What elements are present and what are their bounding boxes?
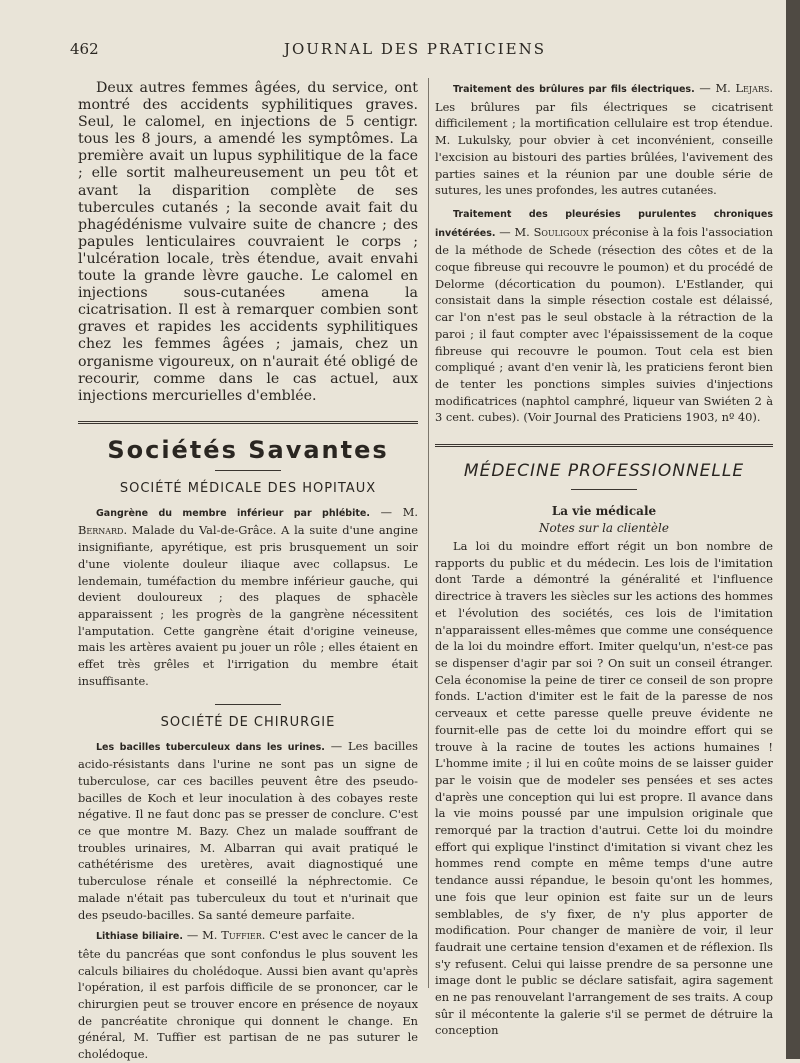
section-rule (435, 444, 773, 447)
right-column (435, 80, 773, 1039)
article-body: Malade du Val-de-Grâce. A la suite d'une angine insignifiante, apyrétique, est pris brusquement un soir d'une violente douleur iliaque avec collapsus. Le lendemain, tuméfaction du membre inférieur gauche, qui devient douloureux ; des plaques de sphacèle apparaissent ; les progrès de la gangrène nécessitent l'amputation. Cette gangrène était d'origine veineuse, mais les artères avaient pu jouer un rôle ; elles étaient en effet très grêles et l'irrigation du membre était insuffisante. (78, 523, 419, 688)
title-underline (571, 489, 637, 490)
article-author: M. Bernard. (78, 504, 418, 538)
article-author: M. Lejars. (715, 81, 773, 95)
section-title-medecine: MÉDECINE PROFESSIONNELLE (463, 461, 745, 482)
article-body: C'est avec le cancer de la tête du pancréas que sont confondus le plus souvent les calculs biliaires du cholédoque. Aussi bien avant qu'après l'opération, il est parfois difficile de se prononcer, car le chirurgien peut se trouver encore en présence de noyaux de pancréatite chronique qui donnent le change. En général, M. Tuffier est partisan de ne pas suturer le cholédoque. (78, 928, 418, 1062)
title-underline (215, 470, 281, 471)
page-number: 462 (70, 40, 99, 58)
intro-paragraph: Deux autres femmes âgées, du service, ont montré des accidents syphilitiques graves. Seul, le calomel, en injections de 5 centigr. tous les 8 jours, a amendé les symptômes. La première avait un lupus syphilitique de la face ; elle sortit malheureusement un peu tôt et avant la disparition complète de ses tubercules cutanés ; la seconde avait fait du phagédénisme vulvaire suite de chancre ; des papules lenticulaires couvraient le corps ; l'ulcération locale, très étendue, avait envahi toute la grande lèvre gauche. Le calomel en injections sous-cutanées amena la cicatrisation. Il est à remarquer combien sont graves et rapides les accidents syphilitiques chez les femmes âgées ; jamais, chez un organisme vigoureux, on n'aurait été obligé de recourir, comme dans le cas actuel, aux injections mercurielles d'emblée. (78, 80, 418, 404)
article-bacilles: Les bacilles tuberculeux dans les urines. — Les bacilles acido-résistants dans l'urine ne sont pas un signe de tuberculose, car ces bacilles peuvent être des pseudo-bacilles de Koch et leur inoculation à des cobayes reste négative. Il ne faut donc pas se presser de conclure. C'est ce que montre M. Bazy. Chez un malade souffrant de troubles urinaires, M. Albarran qui avait pratiqué le cathétérisme des uretères, avait diagnostiqué une tuberculose rénale et conseillé la néphrectomie. Ce malade n'était pas tuberculeux du tout et n'urinait que des pseudo-bacilles. Sa santé demeure parfaite. (78, 738, 418, 922)
subsection-title: La vie médicale (551, 504, 657, 519)
article-lithiase: Lithiase biliaire. — M. Tuffier. C'est avec le cancer de la tête du pancréas que sont confondus le plus souvent les calculs biliaires du cholédoque. Aussi bien avant qu'après l'opération, il est parfois difficile de se prononcer, car le chirurgien peut se trouver encore en présence de noyaux de pancréatite chronique qui donnent le change. En général, M. Tuffier est partisan de ne pas suturer le cholédoque. (78, 928, 418, 1062)
left-column (78, 80, 418, 1063)
article-title: Lithiase biliaire. (96, 931, 183, 943)
article-loi-moindre-effort: La loi du moindre effort régit un bon nombre de rapports du public et du médecin. Les lois de l'imitation dont Tarde a démontré la généralité et l'influence directrice à travers les siècles sur les actions des hommes et l'évolution des sociétés, ces lois de l'imitation n'apparaissent elles-mêmes que comme une conséquence de la loi du moindre effort. Imiter quelqu'un, n'est-ce pas se dispenser d'agir par soi ? On suit un conseil étranger. Cela économise la peine de tirer ce conseil de son propre fonds. L'action d'imiter est le fait de la paresse de nos cerveaux et cette paresse quelle preuve évidente ne fournit-elle pas de cette loi du moindre effort qui se trouve à la racine de toutes les actions humaines ! L'homme imite ; il lui en coûte moins de se laisser guider par le voisin que de modeler ses pensées et ses actes d'après une conception qui lui est propre. Il avance dans la vie moins poussé par une impulsion originale que remorqué par la traction d'autrui. Cette loi du moindre effort qui explique l'instinct d'imitation si vivant chez les hommes rend compte en même temps d'une autre tendance aussi répandue, le besoin qu'ont les hommes, une fois que leur opinion est faite sur un de leurs semblables, de s'y fixer, de n'y plus apporter de modification. Pour changer de manière de voir, il leur faudrait une certaine tension d'examen et de réflexion. Ils s'y refusent. Celui qui laisse prendre de sa personne une image dont le public se déclare satisfait, agira sagement en ne pas renouvelant l'arrangement de ses traits. A coup sûr il mécontente la galerie s'il se permet de détruire la conception (435, 539, 773, 1038)
section-rule (78, 421, 418, 424)
article-body: Les bacilles acido-résistants dans l'urine ne sont pas un signe de tuberculose, car ces bacilles peuvent être des pseudo-bacilles de Koch et leur inoculation à des cobayes reste négative. Il ne faut donc pas se presser de conclure. C'est ce que montre M. Bazy. Chez un malade souffrant de troubles urinaires, M. Albarran qui avait pratiqué le cathétérisme des uretères, avait diagnostiqué une tuberculose rénale et conseillé la néphrectomie. Ce malade n'était pas tuberculeux du tout et n'urinait que des pseudo-bacilles. Sa santé demeure parfaite. (78, 738, 418, 922)
section-title: Sociétés Savantes (107, 435, 389, 464)
separator-rule (215, 704, 281, 705)
subsection-subtitle: Notes sur la clientèle (539, 521, 669, 536)
article-title: Gangrène du membre inférieur par phlébite. (96, 507, 370, 519)
society-heading-hopitaux: SOCIÉTÉ MÉDICALE DES HOPITAUX (119, 480, 377, 496)
binding-spine (786, 0, 800, 1059)
article-author: M. Souligoux (514, 224, 589, 239)
article-body: préconise à la fois l'association de la méthode de Schede (résection des côtes et de la coque fibreuse qui recouvre le poumon) et du procédé de Delorme (décortication du poumon). L'Estlander, qui consistait dans la simple résection costale est délaissé, car l'on n'est pas le seul obstacle à la rétraction de la paroi ; il faut compter avec l'épaississement de la coque fibreuse qui recouvre le poumon. Tout cela est bien compliqué ; avant d'en venir là, les praticiens feront bien de tenter les ponctions simples suivies d'injections modificatrices (naphtol camphré, liqueur van Swiéten 2 à 3 cent. cubes). (Voir Journal des Praticiens 1903, nº 40). (435, 224, 773, 425)
article-title: Traitement des brûlures par fils électriques. (453, 84, 695, 95)
article-title: Les bacilles tuberculeux dans les urines. (96, 741, 325, 753)
article-pleuresies: Traitement des pleurésies purulentes chroniques invétérées. — M. Souligoux préconise à la fois l'association de la méthode de Schede (résection des côtes et de la coque fibreuse qui recouvre le poumon) et du procédé de Delorme (décortication du poumon). L'Estlander, qui consistait dans la simple résection costale est délaissé, car l'on n'est pas le seul obstacle à la rétraction de la paroi ; il faut compter avec l'épaississement de la coque fibreuse qui recouvre le poumon. Tout cela est bien compliqué ; avant d'en venir là, les praticiens feront bien de tenter les ponctions simples suivies d'injections modificatrices (naphtol camphré, liqueur van Swiéten 2 à 3 cent. cubes). (Voir Journal des Praticiens 1903, nº 40). (435, 208, 773, 425)
article-title: Traitement des pleurésies purulentes chroniques invétérées. (435, 208, 773, 239)
page-header (70, 40, 760, 62)
article-author: M. Tuffier. (202, 928, 266, 943)
society-heading-chirurgie: SOCIÉTÉ DE CHIRURGIE (160, 714, 336, 730)
article-brulures: Traitement des brûlures par fils électriques. — M. Lejars. Les brûlures par fils électriques se cicatrisent difficilement ; la mortification cellulaire est trop étendue. M. Lukulsky, pour obvier à cet inconvénient, conseille l'excision au bistouri des parties brûlées, l'avivement des parties saines et la réunion par une double série de sutures, les unes profondes, les autres cutanées. (435, 81, 773, 198)
running-title: JOURNAL DES PRATICIENS (283, 40, 547, 58)
column-divider (428, 78, 429, 988)
article-gangrene: Gangrène du membre inférieur par phlébite. — M. Bernard. Malade du Val-de-Grâce. A la suite d'une angine insignifiante, apyrétique, est pris brusquement un soir d'une violente douleur iliaque avec collapsus. Le lendemain, tuméfaction du membre inférieur gauche, qui devient douloureux ; des plaques de sphacèle apparaissent ; les progrès de la gangrène nécessitent l'amputation. Cette gangrène était d'origine veineuse, mais les artères avaient pu jouer un rôle ; elles étaient en effet très grêles et l'irrigation du membre était insuffisante. (78, 504, 419, 688)
article-body: Les brûlures par fils électriques se cicatrisent difficilement ; la mortification cellulaire est trop étendue. M. Lukulsky, pour obvier à cet inconvénient, conseille l'excision au bistouri des parties brûlées, l'avivement des parties saines et la réunion par une double série de sutures, les unes profondes, les autres cutanées. (435, 99, 773, 198)
